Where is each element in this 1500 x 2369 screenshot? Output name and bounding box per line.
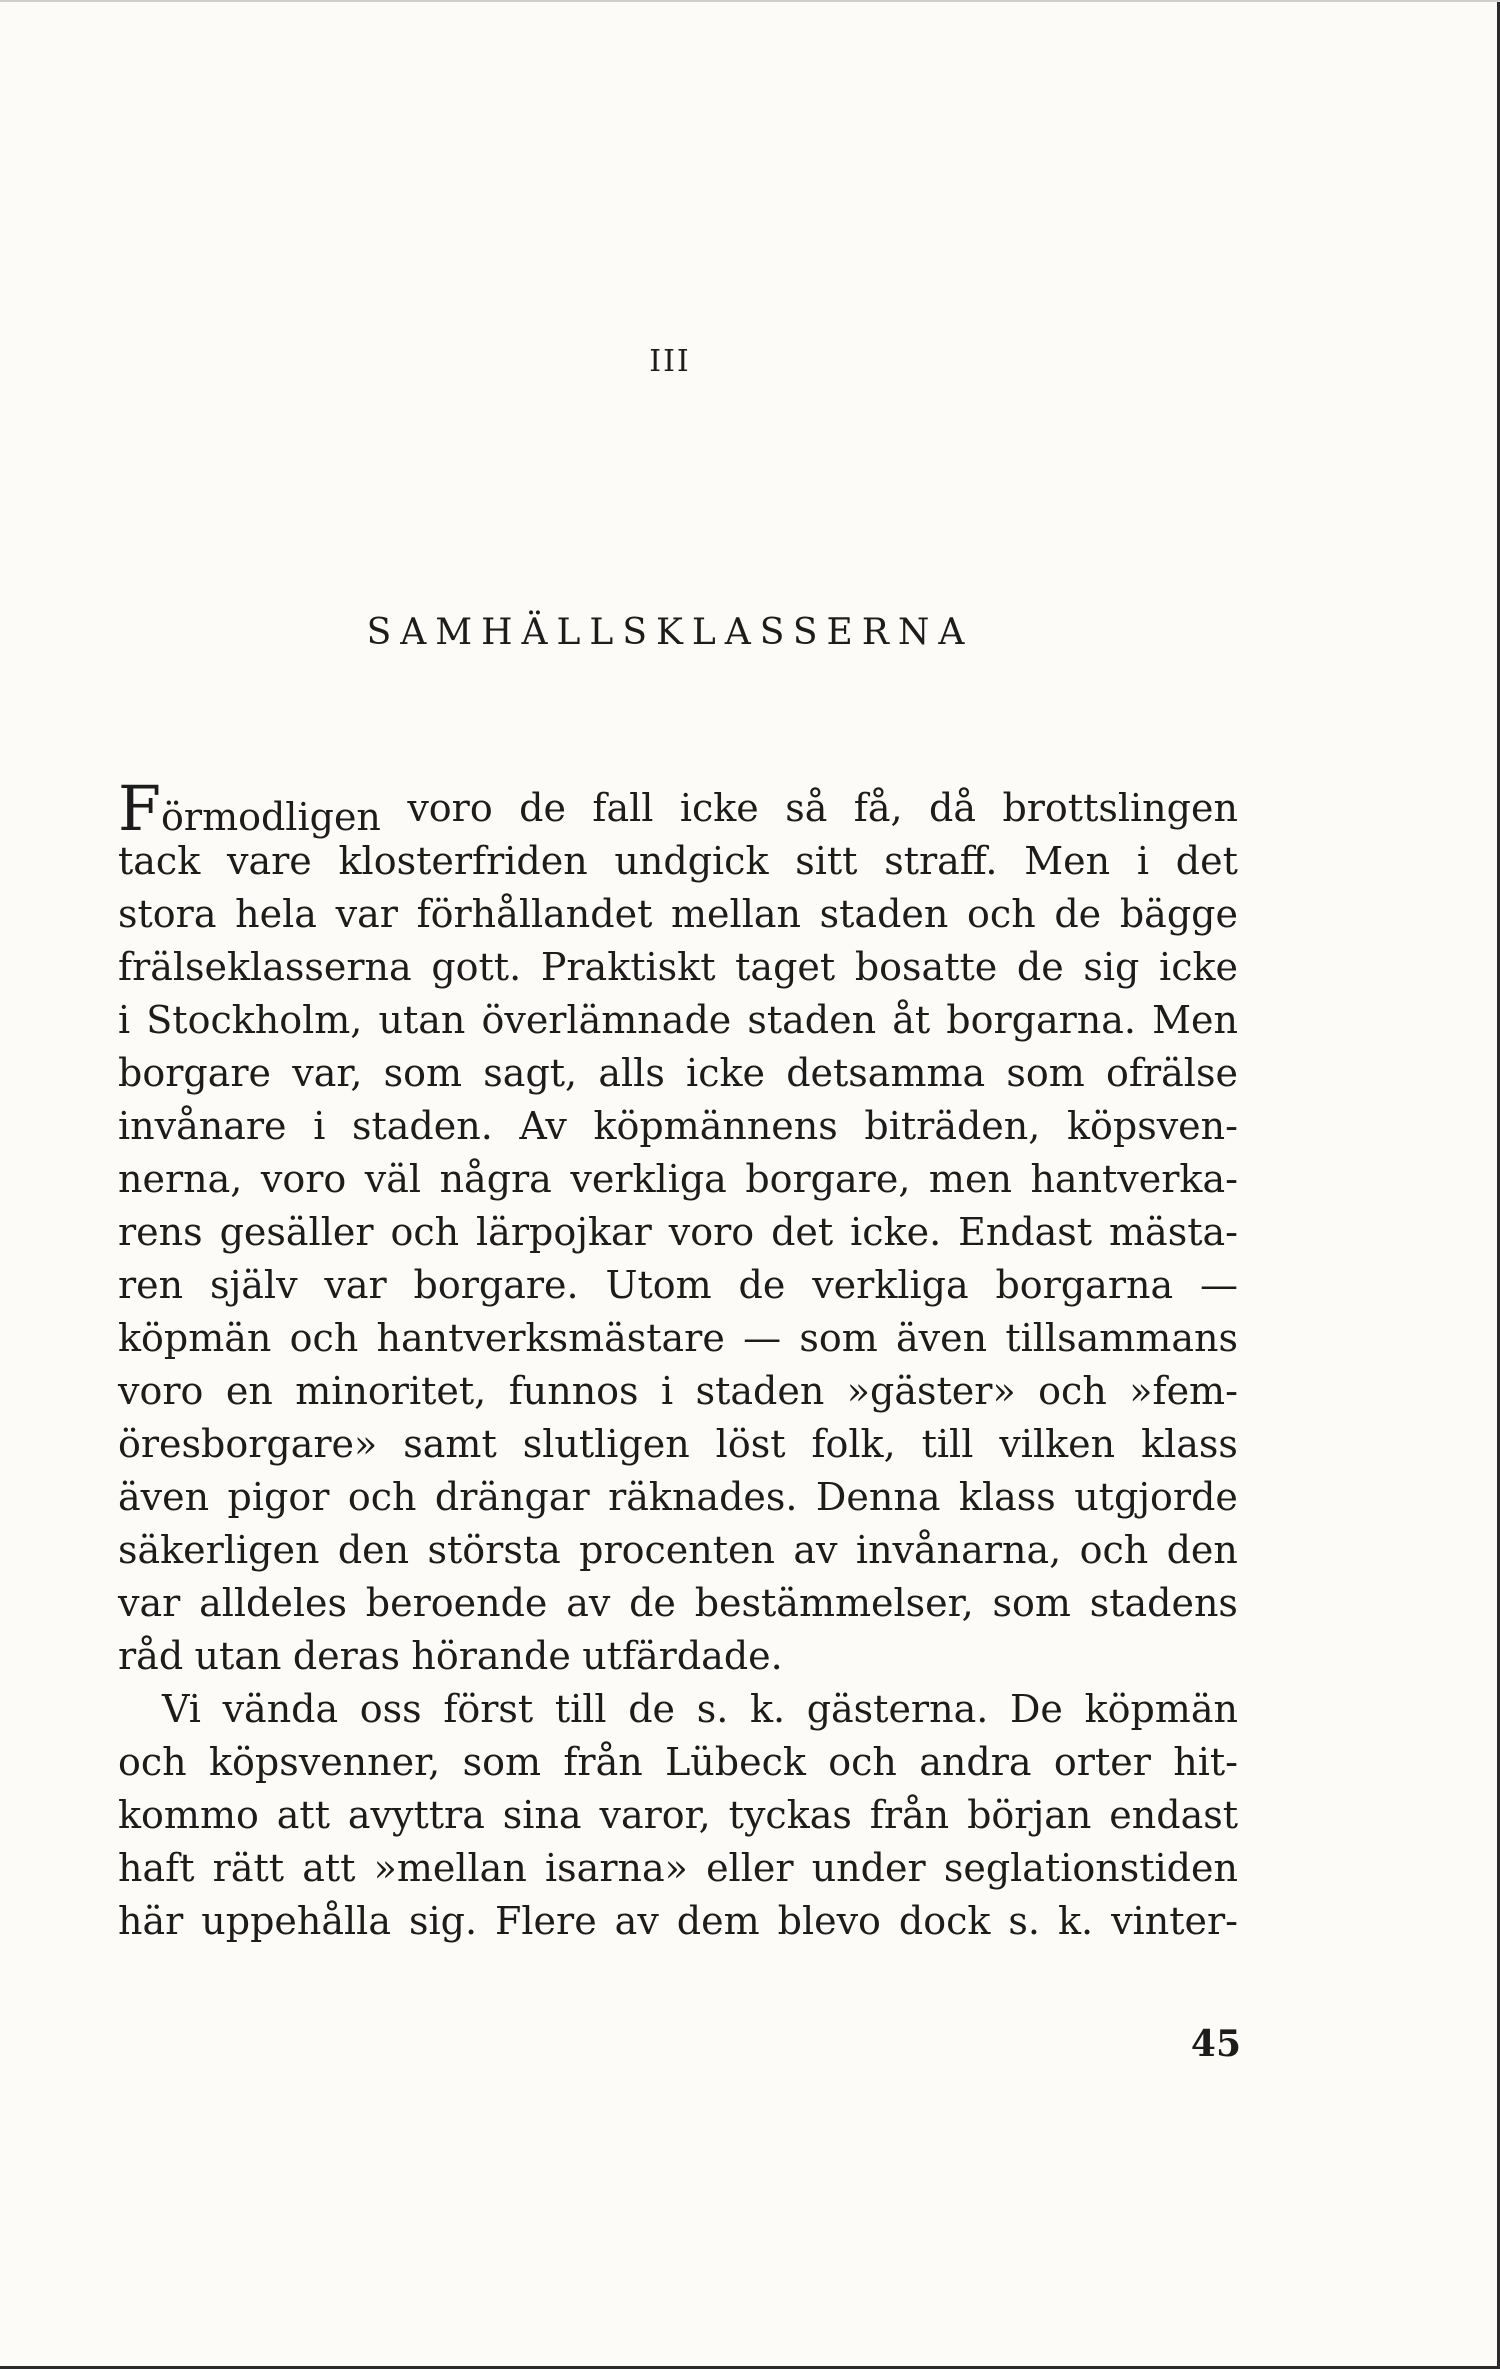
text-line xyxy=(118,1736,1238,1789)
word: icke xyxy=(686,1051,765,1095)
word: voro xyxy=(260,1157,347,1201)
word: borgare xyxy=(118,1051,272,1095)
word: hantverka- xyxy=(1030,1157,1238,1201)
word: — xyxy=(743,1316,782,1360)
word: isarna» xyxy=(545,1846,688,1890)
word: eller xyxy=(706,1846,794,1890)
word: alls xyxy=(598,1051,665,1095)
word: Men xyxy=(1024,839,1111,883)
text-line xyxy=(118,888,1238,941)
word: ren xyxy=(118,1263,184,1307)
word: vilken xyxy=(999,1422,1116,1466)
word: var xyxy=(324,1263,387,1307)
word: den xyxy=(1166,1528,1238,1572)
word: straff. xyxy=(884,839,998,883)
word: sig xyxy=(1083,945,1140,989)
word: som xyxy=(799,1316,878,1360)
drop-cap: F xyxy=(118,772,162,845)
word: bosatte xyxy=(854,945,998,989)
word: beroende xyxy=(365,1581,548,1625)
word: icke xyxy=(1159,945,1238,989)
word: Lübeck xyxy=(665,1740,806,1784)
word: kommo xyxy=(118,1793,259,1837)
word: sitt xyxy=(795,839,858,883)
word: »fem- xyxy=(1129,1369,1238,1413)
word: köpmännens xyxy=(593,1104,838,1148)
word: utan xyxy=(378,998,466,1042)
word: säkerligen xyxy=(118,1528,320,1572)
word: blevo xyxy=(777,1899,881,1943)
word: köpmän xyxy=(118,1316,272,1360)
word: hela xyxy=(235,892,317,936)
word: Praktiskt xyxy=(540,945,716,989)
word: klass xyxy=(1141,1422,1238,1466)
word: k. xyxy=(749,1687,786,1731)
word: råd xyxy=(118,1634,184,1678)
word: och xyxy=(289,1316,359,1360)
word: köpsven- xyxy=(1066,1104,1238,1148)
word: väl xyxy=(364,1157,422,1201)
word: som xyxy=(383,1051,463,1095)
text-line xyxy=(118,1259,1238,1312)
word: bägge xyxy=(1119,892,1238,936)
word: och xyxy=(347,1475,417,1519)
word: fall xyxy=(592,786,654,830)
word: till xyxy=(921,1422,974,1466)
word: oss xyxy=(359,1687,422,1731)
word: lärpojkar xyxy=(476,1210,652,1254)
word: ofrälse xyxy=(1106,1051,1238,1095)
word: tyckas xyxy=(728,1793,852,1837)
word: voro xyxy=(407,786,493,830)
word: som xyxy=(992,1581,1071,1625)
word: detsamma xyxy=(786,1051,986,1095)
word: av xyxy=(793,1528,838,1572)
word: så xyxy=(785,786,828,830)
word: slutligen xyxy=(522,1422,690,1466)
word: uppehålla xyxy=(201,1899,391,1943)
word: staden xyxy=(747,998,877,1042)
word: rätt xyxy=(212,1846,285,1890)
word: sagt, xyxy=(483,1051,578,1095)
word: och xyxy=(1079,1528,1149,1572)
word: voro xyxy=(668,1210,755,1254)
word: samt xyxy=(403,1422,497,1466)
word: som xyxy=(462,1740,541,1784)
word: endast xyxy=(1109,1793,1238,1837)
word: i xyxy=(313,1104,326,1148)
word: tillsammans xyxy=(1005,1316,1238,1360)
word: haft xyxy=(118,1846,195,1890)
word: räknades. xyxy=(608,1475,798,1519)
word: dem xyxy=(676,1899,760,1943)
word: staden xyxy=(695,1369,825,1413)
word: åt xyxy=(892,998,931,1042)
word: borgarna. xyxy=(946,998,1136,1042)
word: biträden, xyxy=(864,1104,1041,1148)
word: borgarna xyxy=(995,1263,1174,1307)
word: och xyxy=(118,1740,187,1784)
word: procenten xyxy=(579,1528,776,1572)
word: i xyxy=(1136,839,1150,883)
word: nerna, xyxy=(118,1157,243,1201)
word: verkliga xyxy=(812,1263,969,1307)
word: Men xyxy=(1152,998,1238,1042)
word: det xyxy=(1175,839,1238,883)
word: vare xyxy=(226,839,312,883)
word: deras xyxy=(292,1634,400,1678)
word: under xyxy=(811,1846,926,1890)
word: att xyxy=(302,1846,356,1890)
text-line xyxy=(118,1789,1238,1842)
word: de xyxy=(1016,945,1064,989)
word: avyttra xyxy=(347,1793,485,1837)
word: klass xyxy=(958,1475,1056,1519)
word: några xyxy=(439,1157,552,1201)
word: en xyxy=(225,1369,273,1413)
word: utfärdade. xyxy=(582,1634,783,1678)
word: sig. xyxy=(408,1899,478,1943)
word: Förmodligen xyxy=(118,772,381,845)
word: tack xyxy=(118,839,201,883)
word: folk, xyxy=(811,1422,896,1466)
text-line xyxy=(118,994,1238,1047)
word: stadens xyxy=(1089,1581,1238,1625)
word: mellan xyxy=(671,892,801,936)
word: och xyxy=(390,1210,460,1254)
word: »mellan xyxy=(373,1846,527,1890)
text-line xyxy=(118,1471,1238,1524)
page-number: 45 xyxy=(1190,2023,1241,2065)
word: och xyxy=(1038,1369,1107,1413)
word: Flere xyxy=(495,1899,597,1943)
word: utan xyxy=(194,1634,282,1678)
word: Utom xyxy=(605,1263,712,1307)
text-line xyxy=(118,1153,1238,1206)
word: andra xyxy=(919,1740,1032,1784)
word: de xyxy=(738,1263,786,1307)
word: få, xyxy=(853,786,903,830)
word: i xyxy=(661,1369,674,1413)
word: de xyxy=(1054,892,1102,936)
word: alldeles xyxy=(199,1581,347,1625)
word: — xyxy=(1199,1263,1238,1307)
word: största xyxy=(427,1528,561,1572)
word: början xyxy=(967,1793,1092,1837)
word: då xyxy=(929,786,977,830)
text-line xyxy=(118,1842,1238,1895)
text-line xyxy=(118,1312,1238,1365)
word: dock xyxy=(898,1899,991,1943)
text-line xyxy=(118,1418,1238,1471)
word: av xyxy=(614,1899,659,1943)
text-line xyxy=(118,1895,1238,1948)
word: löst xyxy=(715,1422,786,1466)
word: invånare xyxy=(118,1104,287,1148)
word: den xyxy=(337,1528,410,1572)
word: pigor xyxy=(227,1475,330,1519)
word: från xyxy=(869,1793,950,1837)
word: rens xyxy=(118,1210,203,1254)
word: gästerna. xyxy=(806,1687,989,1731)
chapter-title: SAMHÄLLSKLASSERNA xyxy=(366,612,974,653)
word: verkliga xyxy=(570,1157,727,1201)
word: de xyxy=(629,1581,676,1625)
word: minoritet, xyxy=(295,1369,487,1413)
word: De xyxy=(1009,1687,1063,1731)
word: drängar xyxy=(434,1475,590,1519)
word: vända xyxy=(222,1687,339,1731)
word: i xyxy=(118,998,131,1042)
word: var xyxy=(118,1581,181,1625)
word: invånarna, xyxy=(855,1528,1062,1572)
word: frälseklasserna xyxy=(118,945,412,989)
word: köpmän xyxy=(1084,1687,1238,1731)
word: de xyxy=(628,1687,676,1731)
word: seglationstiden xyxy=(943,1846,1238,1890)
word: sina xyxy=(502,1793,582,1837)
word: vinter- xyxy=(1111,1899,1238,1943)
word: funnos xyxy=(508,1369,639,1413)
word: köpsvenner, xyxy=(209,1740,441,1784)
word: men xyxy=(928,1157,1012,1201)
word: överlämnade xyxy=(481,998,732,1042)
text-line xyxy=(118,1524,1238,1577)
text-line xyxy=(118,1577,1238,1630)
word: utgjorde xyxy=(1074,1475,1238,1519)
word: av xyxy=(566,1581,611,1625)
word: Stockholm, xyxy=(146,998,363,1042)
page-edge xyxy=(0,0,1500,2)
word: till xyxy=(554,1687,607,1731)
text-line xyxy=(118,772,1238,845)
word: gott. xyxy=(431,945,522,989)
word: stora xyxy=(118,892,217,936)
word: brottslingen xyxy=(1002,786,1238,830)
word: från xyxy=(563,1740,643,1784)
word: icke. xyxy=(850,1210,942,1254)
word: Endast xyxy=(958,1210,1093,1254)
word: gesäller xyxy=(219,1210,374,1254)
word: mästa- xyxy=(1109,1210,1238,1254)
word: voro xyxy=(118,1369,204,1413)
word: bestämmelser, xyxy=(694,1581,974,1625)
word: orter xyxy=(1053,1740,1151,1784)
word: taget xyxy=(735,945,836,989)
chapter-number: III xyxy=(649,344,691,379)
word: klosterfriden xyxy=(338,839,588,883)
word: hörande xyxy=(411,1634,571,1678)
word: borgare. xyxy=(413,1263,579,1307)
word: varor, xyxy=(599,1793,711,1837)
word: s. xyxy=(1008,1899,1041,1943)
word: först xyxy=(443,1687,534,1731)
word: s. xyxy=(696,1687,729,1731)
word: själv xyxy=(209,1263,298,1307)
word: de xyxy=(519,786,566,830)
text-line xyxy=(118,1630,1238,1683)
word: att xyxy=(276,1793,330,1837)
word: hit- xyxy=(1173,1740,1238,1784)
word: öresborgare» xyxy=(118,1422,378,1466)
word: var xyxy=(335,892,398,936)
word: även xyxy=(118,1475,210,1519)
text-line xyxy=(118,1047,1238,1100)
word: här xyxy=(118,1899,184,1943)
word: förhållandet xyxy=(416,892,653,936)
text-line xyxy=(118,1683,1238,1736)
word: och xyxy=(828,1740,897,1784)
word: och xyxy=(967,892,1036,936)
word: Denna xyxy=(815,1475,941,1519)
word: även xyxy=(896,1316,988,1360)
text-line xyxy=(118,835,1238,888)
word: var, xyxy=(292,1051,363,1095)
word: staden xyxy=(819,892,949,936)
word: hantverksmästare xyxy=(376,1316,725,1360)
body-text xyxy=(118,772,1238,1948)
word: undgick xyxy=(614,839,769,883)
text-line xyxy=(118,1100,1238,1153)
text-line xyxy=(118,1365,1238,1418)
word: Av xyxy=(519,1104,567,1148)
word: borgare, xyxy=(745,1157,911,1201)
word: det xyxy=(771,1210,834,1254)
text-line xyxy=(118,941,1238,994)
word: icke xyxy=(679,786,759,830)
word: staden. xyxy=(351,1104,493,1148)
word: »gäster» xyxy=(846,1369,1016,1413)
word: som xyxy=(1006,1051,1085,1095)
word: k. xyxy=(1058,1899,1094,1943)
word: Vi xyxy=(162,1687,201,1731)
text-line xyxy=(118,1206,1238,1259)
